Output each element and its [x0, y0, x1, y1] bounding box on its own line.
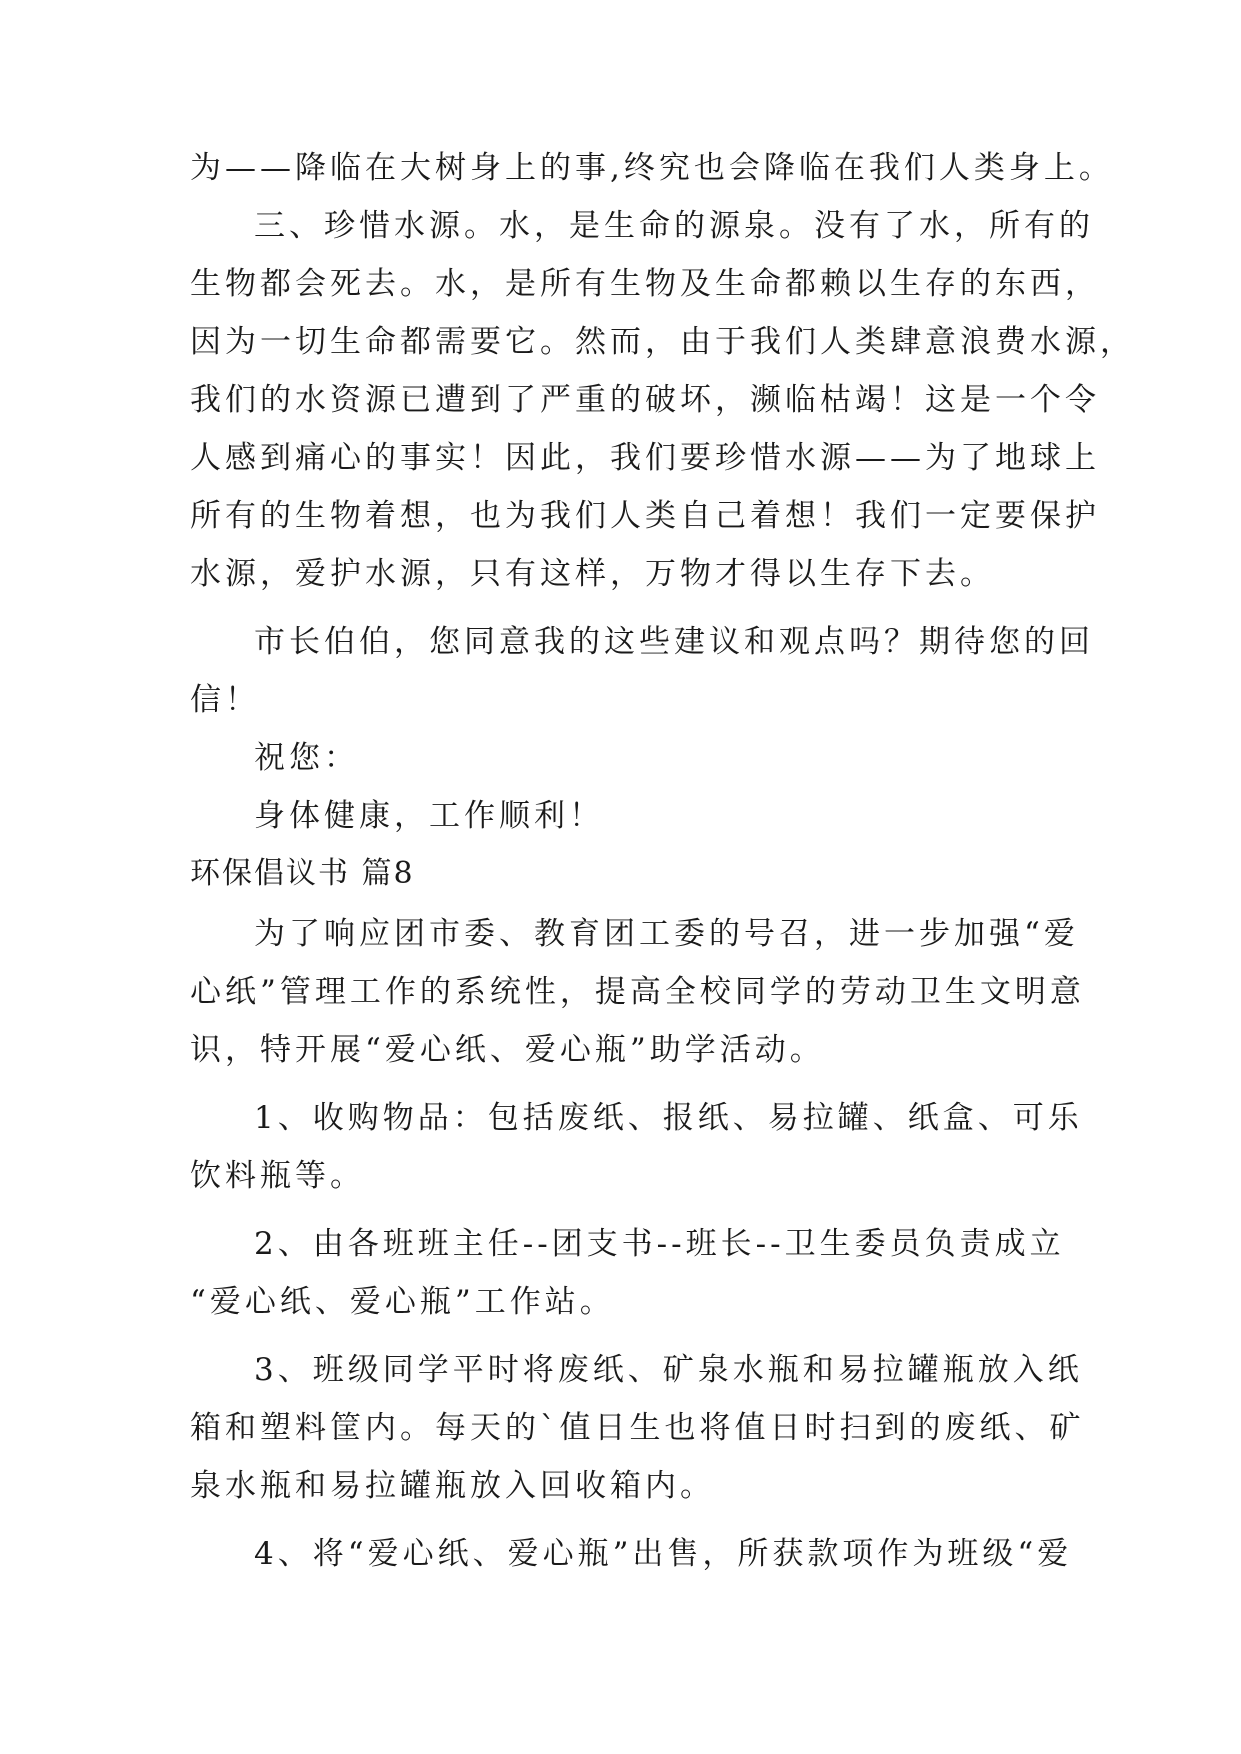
paragraph-start-line: 三、珍惜水源。水，是生命的源泉。没有了水，所有的 — [254, 208, 1094, 244]
text-line: 所有的生物着想，也为我们人类自己着想！我们一定要保护 — [190, 498, 1100, 534]
text-line: 水源，爱护水源，只有这样，万物才得以生存下去。 — [190, 556, 995, 592]
text-line: 为——降临在大树身上的事,终究也会降临在我们人类身上。 — [190, 150, 1114, 186]
closing-wish-line: 身体健康，工作顺利！ — [254, 798, 604, 834]
text-line: 人感到痛心的事实！因此，我们要珍惜水源——为了地球上 — [190, 440, 1100, 476]
text-line: 泉水瓶和易拉罐瓶放入回收箱内。 — [190, 1468, 715, 1504]
text-line: 识，特开展“爱心纸、爱心瓶”助学活动。 — [190, 1032, 825, 1068]
text-line: 饮料瓶等。 — [190, 1158, 365, 1194]
text-line: “爱心纸、爱心瓶”工作站。 — [190, 1284, 615, 1320]
salutation-line: 祝您： — [254, 740, 359, 776]
paragraph-start-line: 1、收购物品：包括废纸、报纸、易拉罐、纸盒、可乐 — [254, 1100, 1083, 1136]
text-line: 心纸”管理工作的系统性，提高全校同学的劳动卫生文明意 — [190, 974, 1085, 1010]
text-line: 因为一切生命都需要它。然而，由于我们人类肆意浪费水源， — [190, 324, 1135, 360]
section-heading: 环保倡议书 篇8 — [190, 856, 415, 891]
text-line: 信！ — [190, 682, 260, 718]
paragraph-start-line: 3、班级同学平时将废纸、矿泉水瓶和易拉罐瓶放入纸 — [254, 1352, 1083, 1388]
text-line: 箱和塑料筐内。每天的`值日生也将值日时扫到的废纸、矿 — [190, 1410, 1085, 1446]
paragraph-start-line: 4、将“爱心纸、爱心瓶”出售，所获款项作为班级“爱 — [254, 1536, 1073, 1572]
paragraph-start-line: 市长伯伯，您同意我的这些建议和观点吗？期待您的回 — [254, 624, 1094, 660]
text-line: 我们的水资源已遭到了严重的破坏，濒临枯竭！这是一个令 — [190, 382, 1100, 418]
paragraph-start-line: 2、由各班班主任--团支书--班长--卫生委员负责成立 — [254, 1226, 1065, 1262]
paragraph-start-line: 为了响应团市委、教育团工委的号召，进一步加强“爱 — [254, 916, 1079, 952]
text-line: 生物都会死去。水，是所有生物及生命都赖以生存的东西， — [190, 266, 1100, 302]
